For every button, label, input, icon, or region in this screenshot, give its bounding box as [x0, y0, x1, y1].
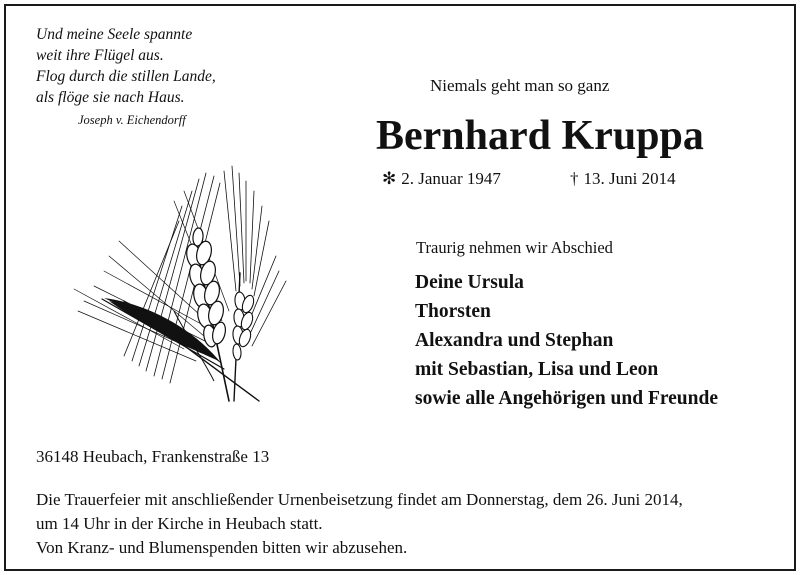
birth-star-icon: ✻ [382, 169, 397, 188]
ceremony-line: Von Kranz- und Blumenspenden bitten wir abzusehen. [36, 538, 408, 557]
mourner-line: sowie alle Angehörigen und Freunde [415, 388, 719, 409]
mourner-line: mit Sebastian, Lisa und Leon [415, 359, 659, 380]
poem-line: Flog durch die stillen Lande, [36, 68, 216, 85]
death-date-line [570, 169, 676, 189]
poem-line: als flöge sie nach Haus. [36, 89, 185, 106]
mourning-intro: Traurig nehmen wir Abschied [416, 238, 613, 257]
deceased-name: Bernhard Kruppa [376, 113, 704, 159]
motto: Niemals geht man so ganz [430, 76, 610, 95]
poem-line: Und meine Seele spannte [36, 26, 193, 43]
ceremony-line: Die Trauerfeier mit anschließender Urnenbeisetzung findet am Donnerstag, dem 26. Juni 2014, [36, 490, 683, 509]
mourners-list [415, 268, 718, 413]
death-cross-icon: † [570, 169, 579, 188]
birth-date-line [382, 169, 501, 189]
mourner-line: Deine Ursula [415, 272, 524, 293]
address: 36148 Heubach, Frankenstraße 13 [36, 447, 270, 466]
mourner-line: Thorsten [415, 301, 491, 322]
ceremony-info [36, 488, 683, 560]
birth-date: 2. Januar 1947 [401, 169, 501, 188]
mourner-line: Alexandra und Stephan [415, 330, 614, 351]
wheat-ears-icon [64, 161, 304, 416]
ceremony-line: um 14 Uhr in der Kirche in Heubach statt. [36, 514, 323, 533]
poem-author: Joseph v. Eichendorff [78, 113, 186, 127]
poem [36, 24, 216, 108]
obituary-notice [4, 4, 796, 571]
death-date: 13. Juni 2014 [583, 169, 676, 188]
poem-line: weit ihre Flügel aus. [36, 47, 164, 64]
